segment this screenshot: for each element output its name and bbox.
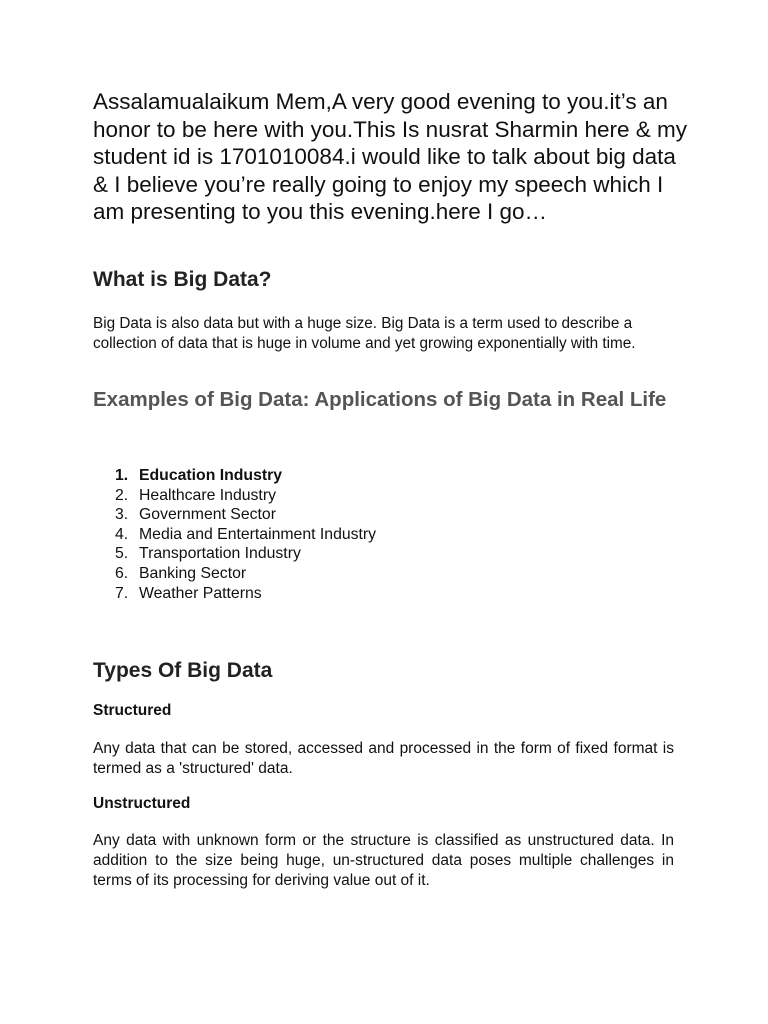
what-is-big-data-paragraph: Big Data is also data but with a huge size. Big Data is a term used to describe a collection of data that is huge in volume and yet growing exponentially with time. [93, 315, 636, 352]
list-item [93, 564, 653, 584]
list-item-number: 6. [115, 564, 129, 582]
intro-paragraph: Assalamualaikum Mem,A very good evening to you.it’s an honor to be here with you.This Is nusrat Sharmin here & my student id is 1701010084.i would like to talk about big data & I believe you’re really going to enjoy my speech which I am presenting to you this evening.here I go… [93, 89, 688, 224]
list-item-label: Media and Entertainment Industry [139, 525, 377, 543]
examples-heading: Examples of Big Data: Applications of Big Data in Real Life [93, 388, 667, 411]
structured-heading: Structured [93, 702, 172, 719]
what-is-big-data-heading: What is Big Data? [93, 268, 272, 291]
list-item-label: Transportation Industry [139, 545, 301, 563]
list-item-number: 2. [115, 486, 129, 504]
list-item-number: 7. [115, 584, 129, 602]
list-item [93, 544, 653, 564]
list-item-label: Education Industry [139, 467, 283, 484]
list-item-number: 3. [115, 506, 129, 524]
list-item [93, 525, 653, 545]
list-item-label: Banking Sector [139, 564, 247, 582]
list-item-label: Healthcare Industry [139, 486, 276, 504]
list-item [93, 584, 653, 604]
list-item-number: 4. [115, 525, 129, 543]
unstructured-heading: Unstructured [93, 795, 191, 812]
list-item [93, 486, 653, 506]
list-item-label: Weather Patterns [139, 584, 262, 602]
list-item [93, 505, 653, 525]
unstructured-paragraph: Any data with unknown form or the structure is classified as unstructured data. In addition to the size being huge, un-structured data poses multiple challenges in terms of its processing for deriving value out of it. [93, 832, 674, 889]
examples-list [93, 466, 653, 603]
structured-paragraph: Any data that can be stored, accessed and processed in the form of fixed format is termed as a 'structured' data. [93, 740, 674, 777]
list-item [93, 466, 653, 486]
list-item-number: 1. [115, 467, 129, 484]
list-item-label: Government Sector [139, 506, 276, 524]
list-item-number: 5. [115, 545, 129, 563]
types-heading: Types Of Big Data [93, 659, 273, 682]
